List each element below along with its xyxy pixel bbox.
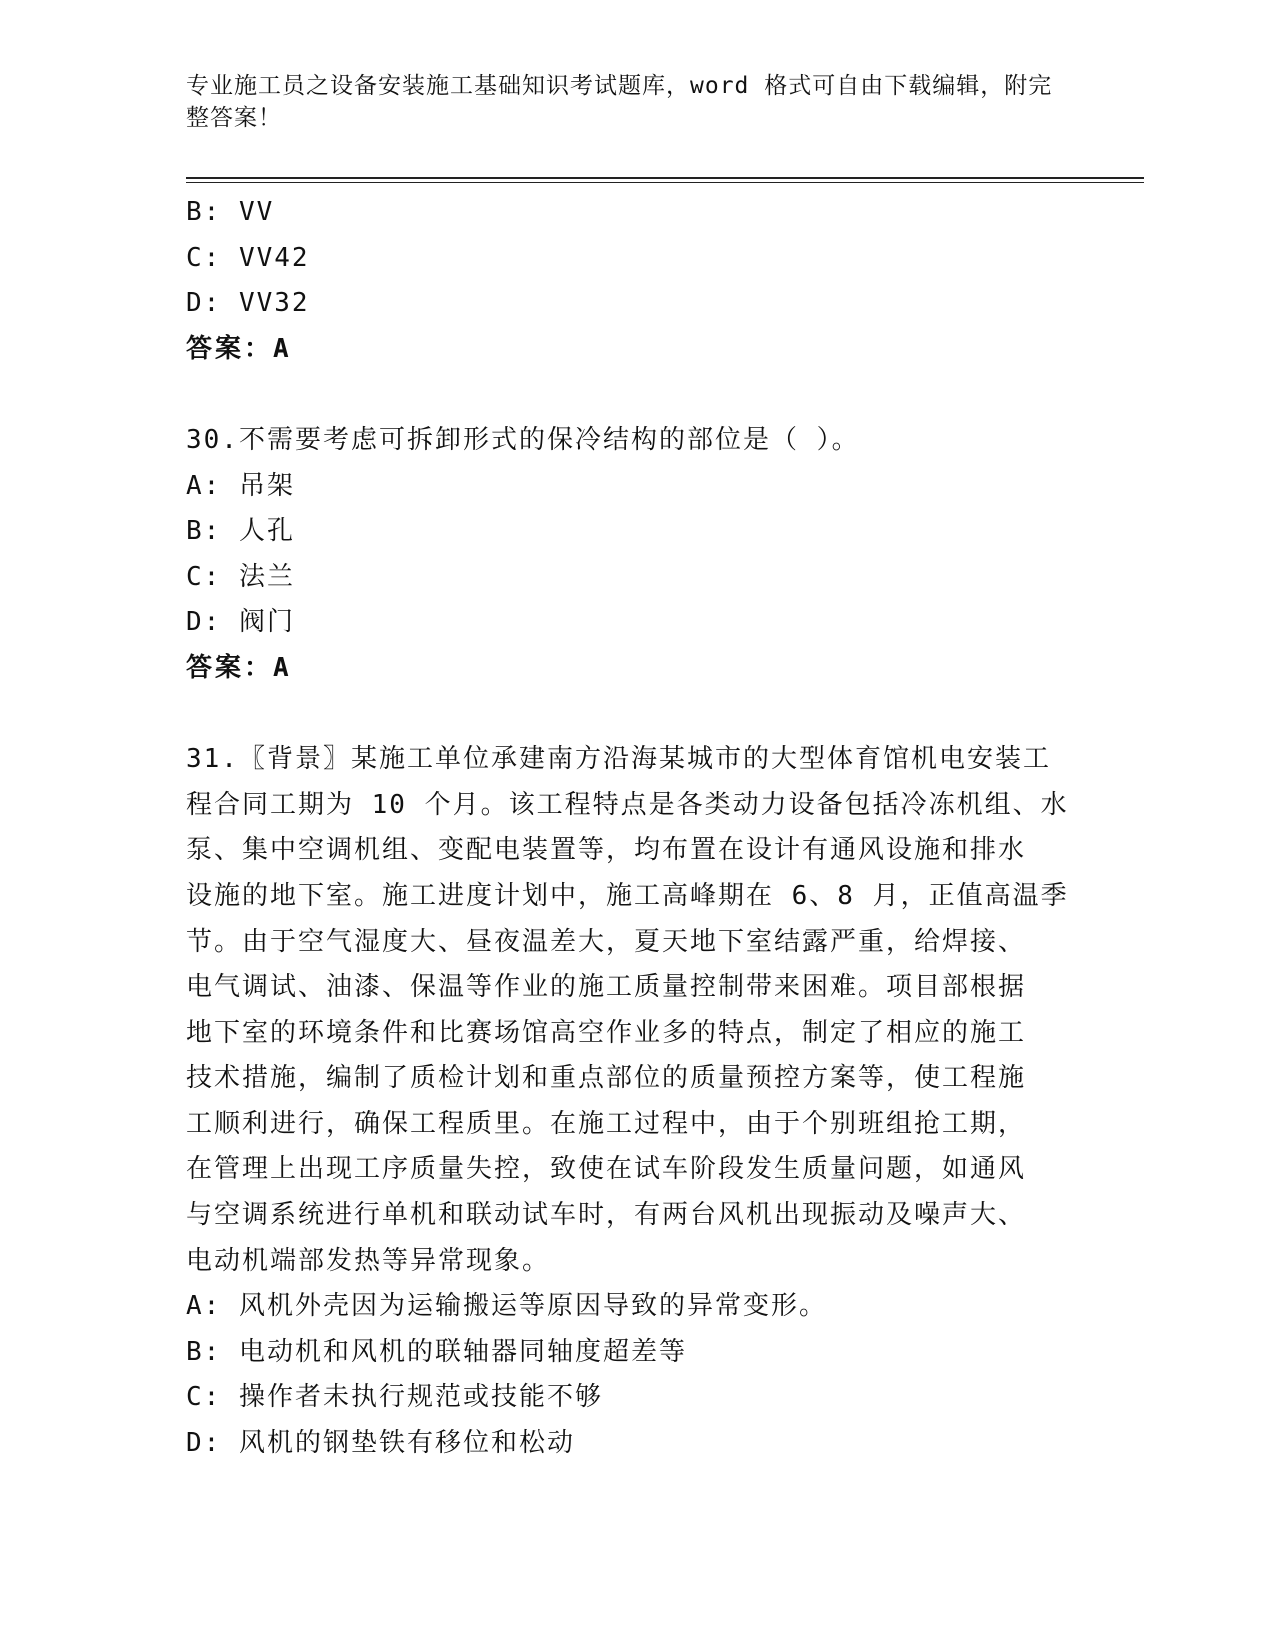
question-31-options xyxy=(186,1284,1086,1466)
header-divider-thin xyxy=(186,182,1144,183)
document-header xyxy=(186,70,1066,134)
question-30-options xyxy=(186,464,1086,646)
question-31-line: 31.〖背景〗某施工单位承建南方沿海某城市的大型体育馆机电安装工 xyxy=(186,744,1051,775)
option-d: D: 阀门 xyxy=(186,607,295,638)
question-30-text: 30.不需要考虑可拆卸形式的保冷结构的部位是（ ）。 xyxy=(186,424,860,455)
option-b: B: 电动机和风机的联轴器同轴度超差等 xyxy=(186,1336,687,1367)
option-b: B: VV xyxy=(186,197,275,227)
question-31-line: 技术措施，编制了质检计划和重点部位的质量预控方案等，使工程施 xyxy=(186,1063,1027,1094)
header-text: 专业施工员之设备安装施工基础知识考试题库，word 格式可自由下载编辑，附完整答案！ xyxy=(186,73,1053,131)
option-a: A: 吊架 xyxy=(186,470,295,501)
question-30-answer: 答案：A xyxy=(186,652,292,683)
option-d: D: 风机的钢垫铁有移位和松动 xyxy=(186,1428,575,1459)
question-29-options xyxy=(186,190,1086,327)
question-31-line: 在管理上出现工序质量失控，致使在试车阶段发生质量问题，如通风 xyxy=(186,1154,1027,1185)
option-d: D: VV32 xyxy=(186,288,310,319)
question-31-line: 设施的地下室。施工进度计划中，施工高峰期在 6、8 月，正值高温季 xyxy=(186,880,1069,911)
question-31-line: 节。由于空气湿度大、昼夜温差大，夏天地下室结露严重，给焊接、 xyxy=(186,926,1027,957)
option-c: C: 操作者未执行规范或技能不够 xyxy=(186,1382,603,1413)
question-31-line: 地下室的环境条件和比赛场馆高空作业多的特点，制定了相应的施工 xyxy=(186,1017,1027,1048)
question-31-line: 程合同工期为 10 个月。该工程特点是各类动力设备包括冷冻机组、水 xyxy=(186,789,1069,820)
question-31-line: 工顺利进行，确保工程质里。在施工过程中，由于个别班组抢工期， xyxy=(186,1108,1027,1139)
question-31-line: 电气调试、油漆、保温等作业的施工质量控制带来困难。项目部根据 xyxy=(186,972,1027,1003)
document-body xyxy=(186,190,1086,1467)
option-a: A: 风机外壳因为运输搬运等原因导致的异常变形。 xyxy=(186,1291,827,1322)
question-31-text xyxy=(186,737,1086,1284)
question-29-answer: 答案：A xyxy=(186,333,292,364)
question-31-line: 泵、集中空调机组、变配电装置等，均布置在设计有通风设施和排水 xyxy=(186,835,1027,866)
question-31-line: 电动机端部发热等异常现象。 xyxy=(186,1245,551,1276)
option-c: C: VV42 xyxy=(186,242,310,273)
option-c: C: 法兰 xyxy=(186,561,295,592)
header-divider xyxy=(186,177,1144,179)
option-b: B: 人孔 xyxy=(186,516,295,547)
question-31-line: 与空调系统进行单机和联动试车时，有两台风机出现振动及噪声大、 xyxy=(186,1200,1027,1231)
